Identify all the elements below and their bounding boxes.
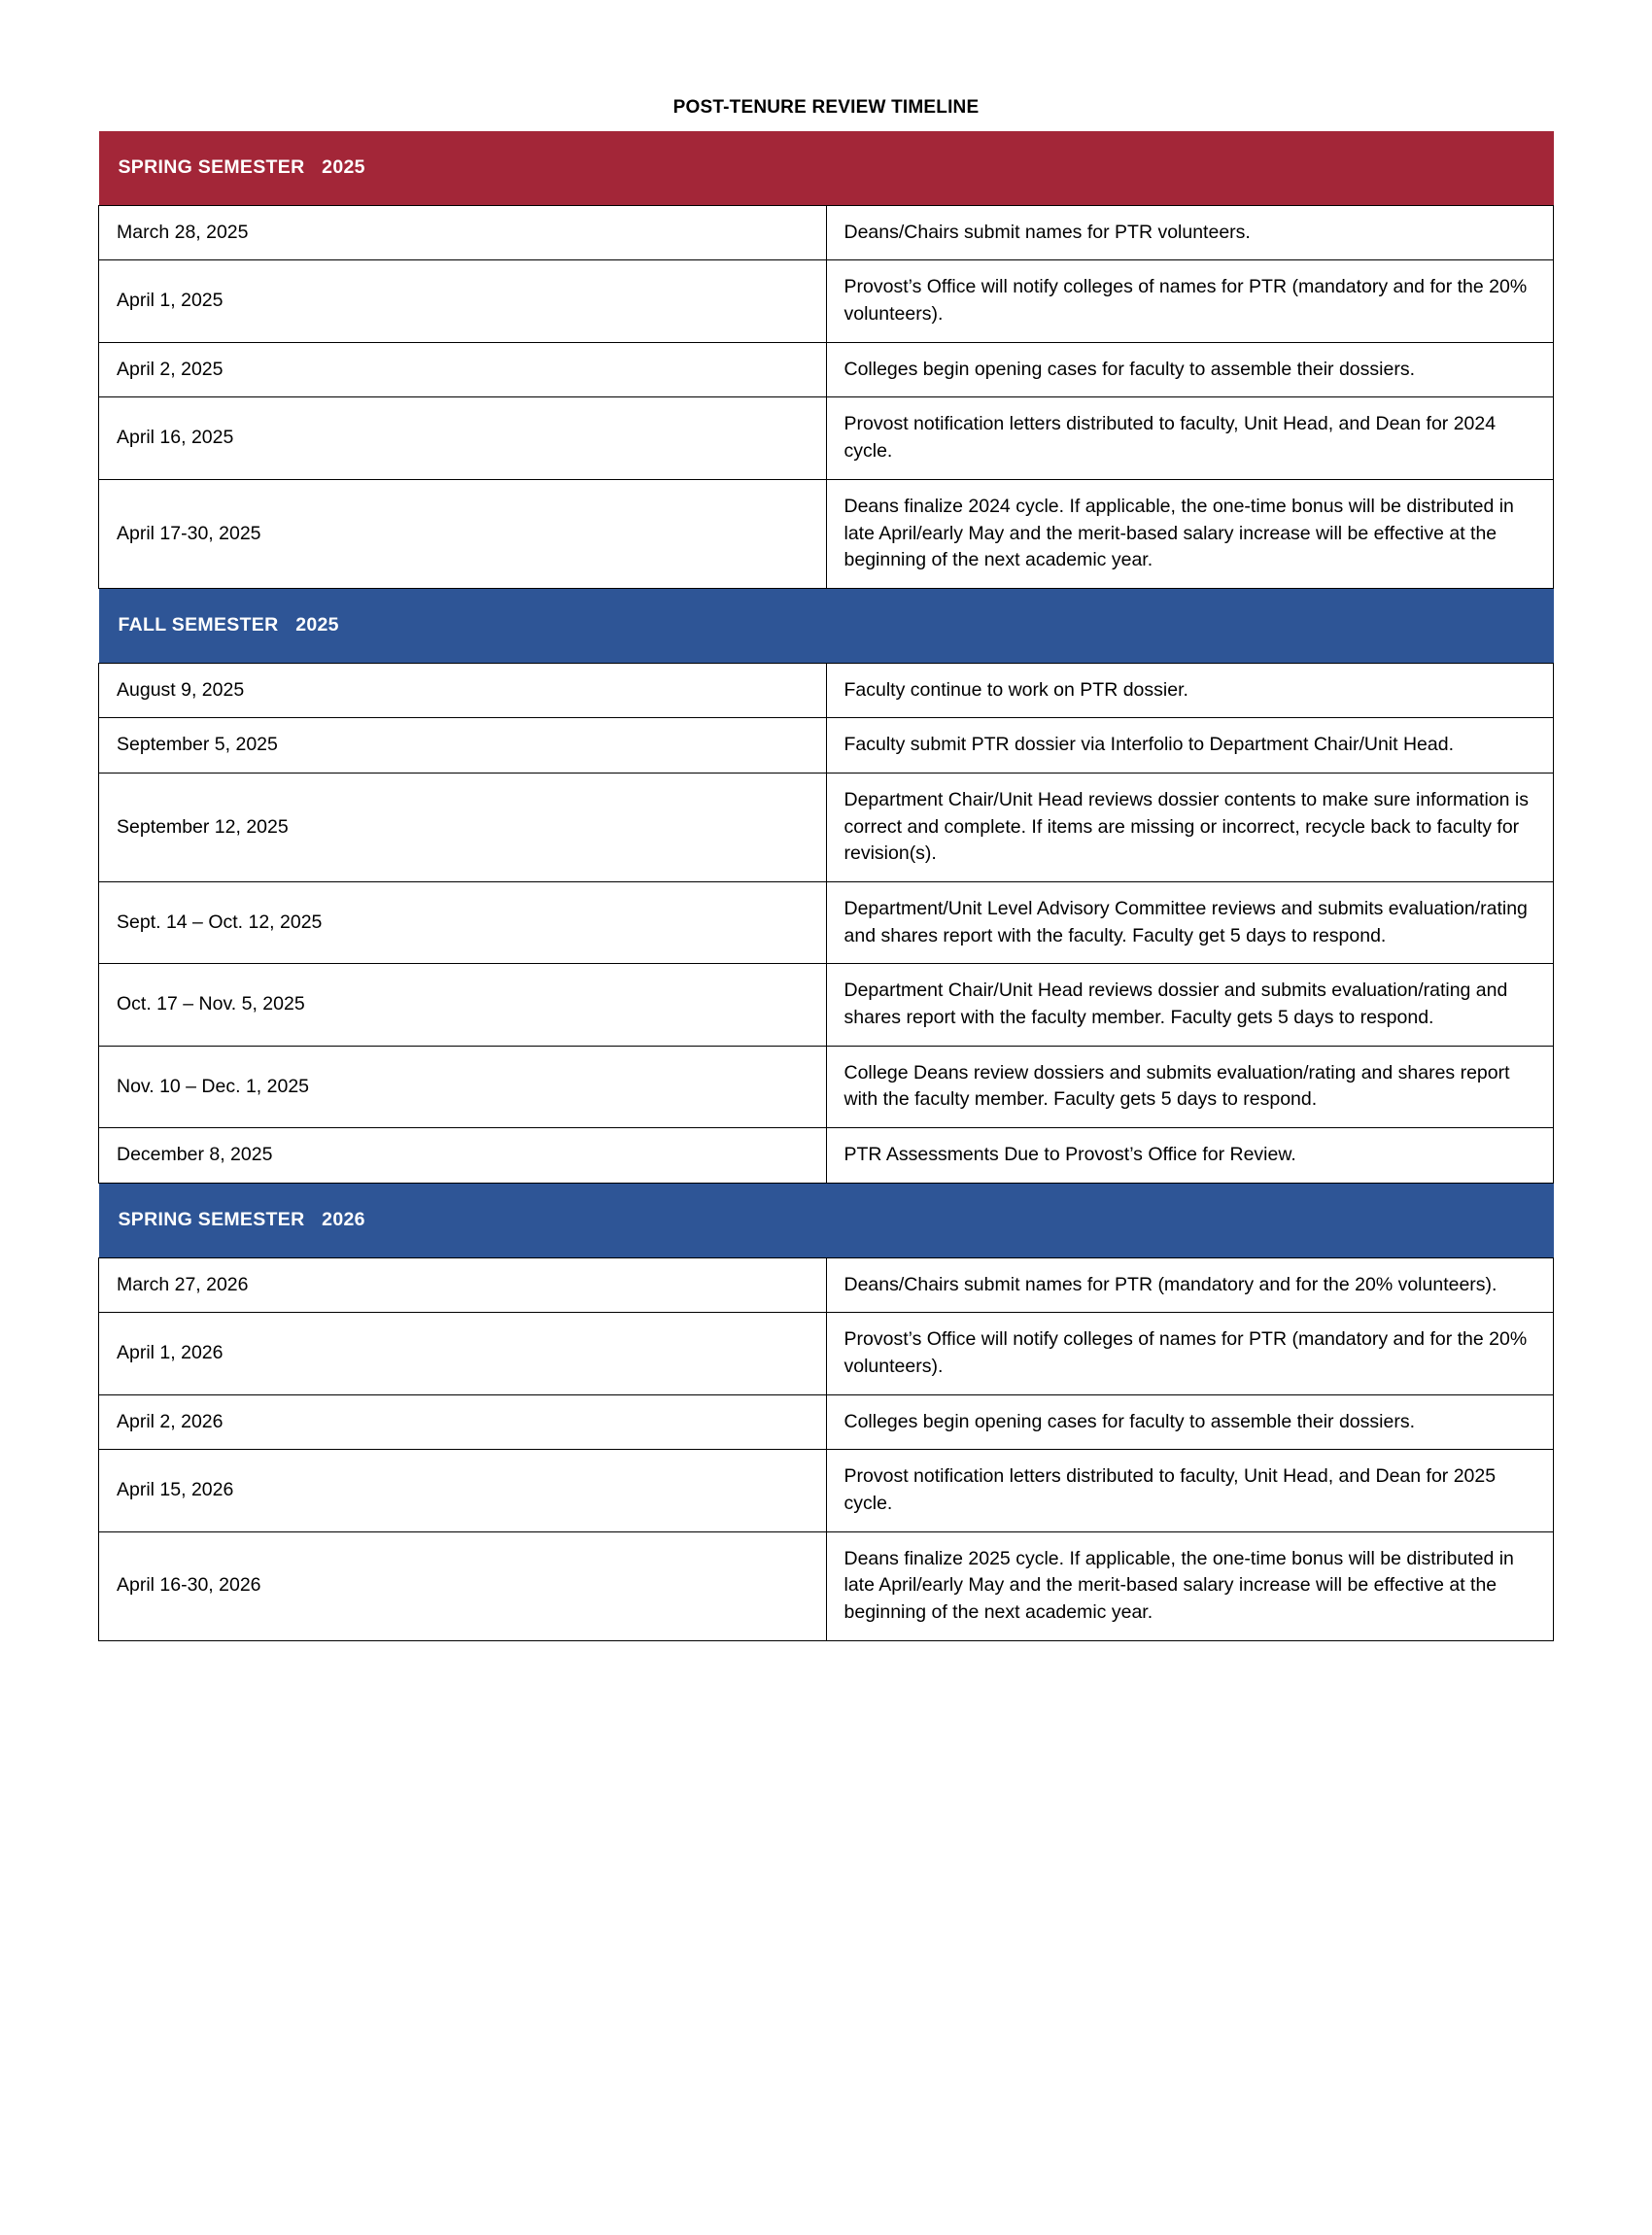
row-description: Colleges begin opening cases for faculty to assemble their dossiers. xyxy=(826,342,1554,397)
table-row xyxy=(99,663,1554,718)
table-row xyxy=(99,205,1554,260)
row-description: Provost notification letters distributed to faculty, Unit Head, and Dean for 2025 cycle. xyxy=(826,1450,1554,1531)
row-date: April 1, 2025 xyxy=(99,260,827,342)
table-row xyxy=(99,397,1554,479)
post-tenure-review-timeline-table xyxy=(98,131,1554,1641)
row-date: August 9, 2025 xyxy=(99,663,827,718)
table-row xyxy=(99,342,1554,397)
row-description: Deans finalize 2024 cycle. If applicable, the one-time bonus will be distributed in late April/early May and the merit-based salary increase will be effective at the beginning of the next academic year. xyxy=(826,479,1554,588)
table-row xyxy=(99,260,1554,342)
table-row xyxy=(99,479,1554,588)
row-date: September 5, 2025 xyxy=(99,718,827,774)
section-label: SPRING SEMESTER xyxy=(118,1208,305,1230)
timeline-body xyxy=(99,131,1554,1640)
row-date: April 2, 2026 xyxy=(99,1394,827,1450)
row-date: December 8, 2025 xyxy=(99,1128,827,1184)
row-description: Department/Unit Level Advisory Committee reviews and submits evaluation/rating and shares report with the faculty. Faculty get 5 days to respond. xyxy=(826,882,1554,964)
row-description: Department Chair/Unit Head reviews dossier contents to make sure information is correct and complete. If items are missing or incorrect, recycle back to faculty for revision(s). xyxy=(826,773,1554,881)
row-description: Department Chair/Unit Head reviews dossier and submits evaluation/rating and shares report with the faculty member. Faculty gets 5 days to respond. xyxy=(826,964,1554,1046)
row-description: Deans/Chairs submit names for PTR (mandatory and for the 20% volunteers). xyxy=(826,1257,1554,1313)
row-date: April 2, 2025 xyxy=(99,342,827,397)
table-row xyxy=(99,1394,1554,1450)
row-date: March 28, 2025 xyxy=(99,205,827,260)
document-page xyxy=(0,97,1652,2235)
row-description: Colleges begin opening cases for faculty to assemble their dossiers. xyxy=(826,1394,1554,1450)
row-date: March 27, 2026 xyxy=(99,1257,827,1313)
section-header-spring-2026 xyxy=(99,1183,1554,1257)
row-date: Nov. 10 – Dec. 1, 2025 xyxy=(99,1046,827,1127)
section-label: FALL SEMESTER xyxy=(118,613,279,636)
table-row xyxy=(99,1313,1554,1394)
row-description: PTR Assessments Due to Provost’s Office for Review. xyxy=(826,1128,1554,1184)
section-year: 2025 xyxy=(322,156,365,178)
page-title: POST-TENURE REVIEW TIMELINE xyxy=(672,97,980,118)
table-row xyxy=(99,718,1554,774)
section-header-spring-2025 xyxy=(99,131,1554,205)
section-header-cell xyxy=(99,131,1554,205)
row-description: College Deans review dossiers and submits evaluation/rating and shares report with the faculty member. Faculty gets 5 days to respond. xyxy=(826,1046,1554,1127)
row-description: Provost’s Office will notify colleges of names for PTR (mandatory and for the 20% volunteers). xyxy=(826,1313,1554,1394)
row-date: April 1, 2026 xyxy=(99,1313,827,1394)
row-date: April 17-30, 2025 xyxy=(99,479,827,588)
row-date: April 15, 2026 xyxy=(99,1450,827,1531)
row-description: Provost’s Office will notify colleges of names for PTR (mandatory and for the 20% volunteers). xyxy=(826,260,1554,342)
table-row xyxy=(99,1046,1554,1127)
section-header-cell xyxy=(99,588,1554,663)
table-row xyxy=(99,1450,1554,1531)
table-row xyxy=(99,1531,1554,1640)
row-date: April 16-30, 2026 xyxy=(99,1531,827,1640)
row-description: Faculty submit PTR dossier via Interfolio to Department Chair/Unit Head. xyxy=(826,718,1554,774)
table-row xyxy=(99,964,1554,1046)
table-row xyxy=(99,1257,1554,1313)
table-row xyxy=(99,773,1554,881)
section-header-fall-2025 xyxy=(99,588,1554,663)
row-description: Provost notification letters distributed to faculty, Unit Head, and Dean for 2024 cycle. xyxy=(826,397,1554,479)
table-row xyxy=(99,1128,1554,1184)
section-year: 2026 xyxy=(322,1208,365,1230)
section-label: SPRING SEMESTER xyxy=(118,156,305,178)
row-date: Oct. 17 – Nov. 5, 2025 xyxy=(99,964,827,1046)
row-date: April 16, 2025 xyxy=(99,397,827,479)
row-description: Deans/Chairs submit names for PTR volunteers. xyxy=(826,205,1554,260)
row-date: September 12, 2025 xyxy=(99,773,827,881)
section-header-cell xyxy=(99,1183,1554,1257)
row-description: Deans finalize 2025 cycle. If applicable, the one-time bonus will be distributed in late April/early May and the merit-based salary increase will be effective at the beginning of the next academic year. xyxy=(826,1531,1554,1640)
table-row xyxy=(99,882,1554,964)
row-date: Sept. 14 – Oct. 12, 2025 xyxy=(99,882,827,964)
row-description: Faculty continue to work on PTR dossier. xyxy=(826,663,1554,718)
section-year: 2025 xyxy=(295,613,339,636)
